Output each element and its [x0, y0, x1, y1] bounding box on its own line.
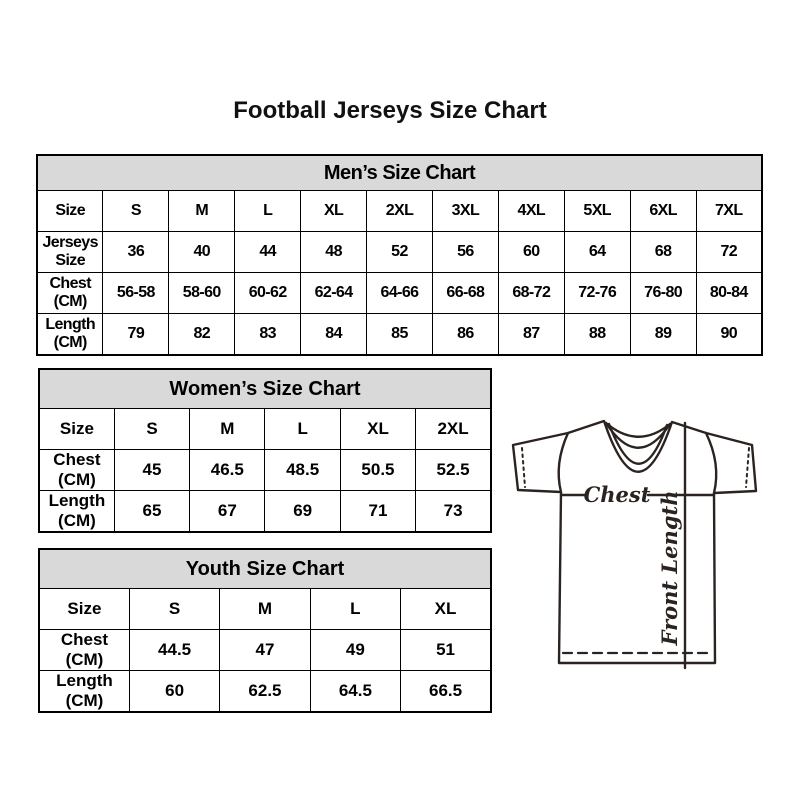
table-cell: 52.5: [416, 450, 491, 491]
table-row: [37, 273, 762, 314]
jersey-outline: [513, 421, 756, 663]
table-cell: 2XL: [367, 191, 433, 232]
table-cell: 66.5: [401, 671, 491, 713]
table-cell: 44: [235, 232, 301, 273]
table-cell: XL: [401, 589, 491, 630]
table-cell: 87: [498, 314, 564, 356]
womens-size-table: [38, 368, 492, 533]
table-cell: 48: [301, 232, 367, 273]
chest-label: Chest: [583, 482, 651, 507]
table-cell: 2XL: [416, 409, 491, 450]
table-cell: L: [265, 409, 340, 450]
row-label: Chest (CM): [39, 630, 129, 671]
table-cell: 68: [630, 232, 696, 273]
table-cell: 36: [103, 232, 169, 273]
table-cell: 50.5: [340, 450, 415, 491]
table-cell: S: [129, 589, 219, 630]
table-row: [39, 409, 491, 450]
table-cell: 90: [696, 314, 762, 356]
mens-size-table: [36, 154, 763, 356]
table-cell: 66-68: [432, 273, 498, 314]
row-label: Length (CM): [39, 671, 129, 713]
table-cell: 64.5: [310, 671, 400, 713]
table-cell: 56-58: [103, 273, 169, 314]
table-cell: 3XL: [432, 191, 498, 232]
table-cell: 83: [235, 314, 301, 356]
table-cell: S: [114, 409, 189, 450]
table-cell: 65: [114, 491, 189, 533]
table-cell: M: [169, 191, 235, 232]
table-cell: 85: [367, 314, 433, 356]
table-cell: 52: [367, 232, 433, 273]
table-row: [39, 589, 491, 630]
womens-table-title: Women’s Size Chart: [39, 369, 491, 409]
table-cell: 45: [114, 450, 189, 491]
table-row: [39, 491, 491, 533]
table-cell: 46.5: [190, 450, 265, 491]
table-cell: 80-84: [696, 273, 762, 314]
table-cell: 73: [416, 491, 491, 533]
table-header-row: [39, 369, 491, 409]
table-cell: 7XL: [696, 191, 762, 232]
table-cell: 62-64: [301, 273, 367, 314]
table-cell: 60: [498, 232, 564, 273]
table-cell: 60-62: [235, 273, 301, 314]
table-cell: 72: [696, 232, 762, 273]
row-label: Jerseys Size: [37, 232, 103, 273]
row-label: Size: [39, 589, 129, 630]
table-cell: L: [310, 589, 400, 630]
table-cell: 86: [432, 314, 498, 356]
youth-table-title: Youth Size Chart: [39, 549, 491, 589]
collar-arc-inner: [606, 423, 670, 448]
table-cell: 67: [190, 491, 265, 533]
table-cell: 40: [169, 232, 235, 273]
table-cell: 6XL: [630, 191, 696, 232]
row-label: Chest (CM): [39, 450, 114, 491]
table-cell: 49: [310, 630, 400, 671]
table-cell: 69: [265, 491, 340, 533]
page-title: Football Jerseys Size Chart: [233, 97, 547, 124]
row-label: Size: [37, 191, 103, 232]
table-row: [39, 450, 491, 491]
jersey-diagram-icon: [500, 400, 800, 700]
table-row: [39, 630, 491, 671]
table-cell: 62.5: [220, 671, 310, 713]
row-label: Size: [39, 409, 114, 450]
table-cell: S: [103, 191, 169, 232]
table-cell: M: [220, 589, 310, 630]
table-cell: 51: [401, 630, 491, 671]
row-label: Length (CM): [39, 491, 114, 533]
table-cell: 76-80: [630, 273, 696, 314]
front-length-label: Front Length: [657, 490, 682, 646]
table-row: [37, 314, 762, 356]
row-label: Chest (CM): [37, 273, 103, 314]
table-cell: 64: [564, 232, 630, 273]
table-cell: 84: [301, 314, 367, 356]
table-cell: 82: [169, 314, 235, 356]
table-cell: 48.5: [265, 450, 340, 491]
table-row: [37, 232, 762, 273]
mens-table-title: Men’s Size Chart: [37, 155, 762, 191]
table-cell: 72-76: [564, 273, 630, 314]
table-row: [37, 191, 762, 232]
table-cell: XL: [340, 409, 415, 450]
table-cell: 56: [432, 232, 498, 273]
table-cell: M: [190, 409, 265, 450]
table-header-row: [37, 155, 762, 191]
row-label: Length (CM): [37, 314, 103, 356]
table-cell: XL: [301, 191, 367, 232]
table-cell: 68-72: [498, 273, 564, 314]
table-cell: 47: [220, 630, 310, 671]
table-row: [39, 671, 491, 713]
table-cell: 71: [340, 491, 415, 533]
table-cell: 58-60: [169, 273, 235, 314]
table-header-row: [39, 549, 491, 589]
youth-size-table: [38, 548, 492, 713]
table-cell: 64-66: [367, 273, 433, 314]
table-cell: L: [235, 191, 301, 232]
table-cell: 44.5: [129, 630, 219, 671]
table-cell: 5XL: [564, 191, 630, 232]
table-cell: 89: [630, 314, 696, 356]
table-cell: 88: [564, 314, 630, 356]
table-cell: 79: [103, 314, 169, 356]
table-cell: 4XL: [498, 191, 564, 232]
table-cell: 60: [129, 671, 219, 713]
